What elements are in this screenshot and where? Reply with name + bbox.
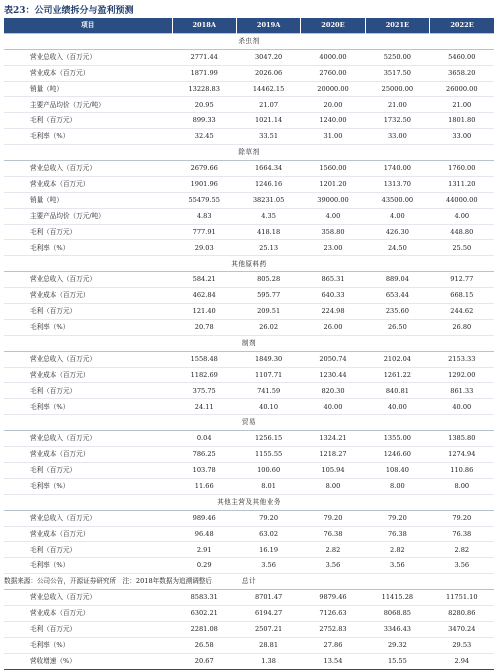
cell-value: 24.11 [172, 399, 236, 415]
section-title: 总计 [4, 574, 494, 590]
cell-value: 1313.70 [365, 176, 429, 192]
cell-value: 79.20 [430, 510, 494, 526]
cell-value: 805.28 [236, 272, 300, 288]
cell-value: 21.07 [236, 97, 300, 113]
cell-value: 105.94 [301, 462, 365, 478]
row-label: 毛利率（%） [4, 129, 172, 145]
cell-value: 1760.00 [430, 161, 494, 177]
cell-value: 1740.00 [365, 161, 429, 177]
cell-value: 100.60 [236, 462, 300, 478]
cell-value: 462.84 [172, 288, 236, 304]
table-row [4, 558, 494, 574]
cell-value: 29.03 [172, 240, 236, 256]
header-2022e: 2022E [430, 18, 494, 33]
cell-value: 4.83 [172, 208, 236, 224]
row-label: 毛利率（%） [4, 558, 172, 574]
table-row [4, 272, 494, 288]
cell-value: 989.46 [172, 510, 236, 526]
cell-value: 33.00 [365, 129, 429, 145]
section-header-row [4, 335, 494, 351]
source-note: 数据来源：公司公告，开源证券研究所 注：2018年数据为追溯调整后 [4, 577, 212, 585]
row-label: 营业成本（百万元） [4, 447, 172, 463]
row-label: 销量（吨） [4, 81, 172, 97]
cell-value: 1901.96 [172, 176, 236, 192]
cell-value: 6194.27 [236, 605, 300, 621]
table-row [4, 319, 494, 335]
cell-value: 668.15 [430, 288, 494, 304]
cell-value: 23.00 [301, 240, 365, 256]
table-row [4, 208, 494, 224]
cell-value: 26.50 [365, 319, 429, 335]
cell-value: 640.33 [301, 288, 365, 304]
section-title: 制剂 [4, 335, 494, 351]
cell-value: 44000.00 [430, 192, 494, 208]
cell-value: 595.77 [236, 288, 300, 304]
cell-value: 21.00 [365, 97, 429, 113]
cell-value: 1292.00 [430, 367, 494, 383]
table-row [4, 288, 494, 304]
cell-value: 38231.05 [236, 192, 300, 208]
cell-value: 33.00 [430, 129, 494, 145]
cell-value: 25.50 [430, 240, 494, 256]
table-row [4, 621, 494, 637]
cell-value: 121.40 [172, 304, 236, 320]
cell-value: 96.48 [172, 526, 236, 542]
financial-forecast-table [4, 18, 494, 670]
table-row [4, 97, 494, 113]
table-row [4, 113, 494, 129]
cell-value: 26.80 [430, 319, 494, 335]
cell-value: 55479.55 [172, 192, 236, 208]
cell-value: 3047.20 [236, 49, 300, 65]
row-label: 毛利（百万元） [4, 462, 172, 478]
cell-value: 29.32 [365, 637, 429, 653]
cell-value: 26000.00 [430, 81, 494, 97]
cell-value: 3.56 [430, 558, 494, 574]
cell-value: 39000.00 [301, 192, 365, 208]
cell-value: 26.00 [301, 319, 365, 335]
cell-value: 11415.28 [365, 590, 429, 606]
cell-value: 31.00 [301, 129, 365, 145]
cell-value: 3470.24 [430, 621, 494, 637]
cell-value: 2507.21 [236, 621, 300, 637]
cell-value: 0.29 [172, 558, 236, 574]
cell-value: 2.91 [172, 542, 236, 558]
section-header-row [4, 33, 494, 49]
table-body [4, 33, 494, 669]
table-row [4, 224, 494, 240]
row-label: 毛利（百万元） [4, 621, 172, 637]
section-header-row [4, 256, 494, 272]
cell-value: 840.81 [365, 383, 429, 399]
cell-value: 79.20 [365, 510, 429, 526]
cell-value: 0.04 [172, 431, 236, 447]
cell-value: 1021.14 [236, 113, 300, 129]
cell-value: 40.00 [301, 399, 365, 415]
row-label: 营业总收入（百万元） [4, 590, 172, 606]
row-label: 毛利（百万元） [4, 383, 172, 399]
cell-value: 899.33 [172, 113, 236, 129]
cell-value: 418.18 [236, 224, 300, 240]
cell-value: 76.38 [430, 526, 494, 542]
section-title: 贸易 [4, 415, 494, 431]
cell-value: 20000.00 [301, 81, 365, 97]
table-row [4, 637, 494, 653]
cell-value: 1.38 [236, 653, 300, 669]
cell-value: 20.67 [172, 653, 236, 669]
row-label: 营业成本（百万元） [4, 65, 172, 81]
cell-value: 40.00 [430, 399, 494, 415]
cell-value: 24.50 [365, 240, 429, 256]
cell-value: 103.78 [172, 462, 236, 478]
cell-value: 11.66 [172, 478, 236, 494]
row-label: 营业总收入（百万元） [4, 49, 172, 65]
cell-value: 1155.55 [236, 447, 300, 463]
cell-value: 861.33 [430, 383, 494, 399]
table-row [4, 367, 494, 383]
cell-value: 108.40 [365, 462, 429, 478]
cell-value: 2102.04 [365, 351, 429, 367]
cell-value: 1732.50 [365, 113, 429, 129]
cell-value: 358.80 [301, 224, 365, 240]
cell-value: 3.56 [301, 558, 365, 574]
cell-value: 912.77 [430, 272, 494, 288]
cell-value: 5460.00 [430, 49, 494, 65]
cell-value: 15.55 [365, 653, 429, 669]
cell-value: 2760.00 [301, 65, 365, 81]
cell-value: 20.95 [172, 97, 236, 113]
cell-value: 426.30 [365, 224, 429, 240]
row-label: 毛利率（%） [4, 319, 172, 335]
row-label: 主要产品均价（万元/吨） [4, 208, 172, 224]
cell-value: 76.38 [301, 526, 365, 542]
cell-value: 777.91 [172, 224, 236, 240]
table-row [4, 304, 494, 320]
cell-value: 448.80 [430, 224, 494, 240]
table-row [4, 431, 494, 447]
cell-value: 2.94 [430, 653, 494, 669]
cell-value: 584.21 [172, 272, 236, 288]
cell-value: 14462.15 [236, 81, 300, 97]
cell-value: 6302.21 [172, 605, 236, 621]
cell-value: 79.20 [301, 510, 365, 526]
row-label: 营收增速（%） [4, 653, 172, 669]
table-title: 表23：公司业绩拆分与盈利预测 [4, 6, 134, 16]
cell-value: 2771.44 [172, 49, 236, 65]
cell-value: 25.13 [236, 240, 300, 256]
cell-value: 8.00 [365, 478, 429, 494]
section-title: 其他主营及其他业务 [4, 494, 494, 510]
cell-value: 27.86 [301, 637, 365, 653]
cell-value: 32.45 [172, 129, 236, 145]
section-header-row [4, 494, 494, 510]
row-label: 营业总收入（百万元） [4, 431, 172, 447]
cell-value: 4.00 [430, 208, 494, 224]
table-row [4, 399, 494, 415]
cell-value: 21.00 [430, 97, 494, 113]
cell-value: 1324.21 [301, 431, 365, 447]
cell-value: 2.82 [430, 542, 494, 558]
row-label: 营业总收入（百万元） [4, 272, 172, 288]
cell-value: 40.10 [236, 399, 300, 415]
cell-value: 40.00 [365, 399, 429, 415]
cell-value: 889.04 [365, 272, 429, 288]
cell-value: 1182.69 [172, 367, 236, 383]
table-row [4, 447, 494, 463]
table-row [4, 653, 494, 669]
cell-value: 8583.31 [172, 590, 236, 606]
cell-value: 8701.47 [236, 590, 300, 606]
row-label: 营业成本（百万元） [4, 605, 172, 621]
cell-value: 28.81 [236, 637, 300, 653]
table-header-row [4, 18, 494, 33]
cell-value: 786.25 [172, 447, 236, 463]
cell-value: 8.00 [430, 478, 494, 494]
cell-value: 224.98 [301, 304, 365, 320]
cell-value: 20.78 [172, 319, 236, 335]
header-2021e: 2021E [365, 18, 429, 33]
cell-value: 4.00 [365, 208, 429, 224]
table-row [4, 192, 494, 208]
row-label: 毛利率（%） [4, 637, 172, 653]
header-2018a: 2018A [172, 18, 236, 33]
row-label: 主要产品均价（万元/吨） [4, 97, 172, 113]
cell-value: 2752.83 [301, 621, 365, 637]
row-label: 营业成本（百万元） [4, 367, 172, 383]
cell-value: 5250.00 [365, 49, 429, 65]
cell-value: 4.35 [236, 208, 300, 224]
cell-value: 1201.20 [301, 176, 365, 192]
row-label: 毛利（百万元） [4, 304, 172, 320]
cell-value: 1240.00 [301, 113, 365, 129]
section-header-row [4, 145, 494, 161]
cell-value: 13228.83 [172, 81, 236, 97]
cell-value: 820.30 [301, 383, 365, 399]
cell-value: 16.19 [236, 542, 300, 558]
row-label: 营业成本（百万元） [4, 288, 172, 304]
table-row [4, 176, 494, 192]
cell-value: 653.44 [365, 288, 429, 304]
cell-value: 235.60 [365, 304, 429, 320]
cell-value: 209.51 [236, 304, 300, 320]
table-row [4, 49, 494, 65]
cell-value: 1560.00 [301, 161, 365, 177]
row-label: 毛利率（%） [4, 399, 172, 415]
cell-value: 8068.85 [365, 605, 429, 621]
section-title: 其他原料药 [4, 256, 494, 272]
row-label: 营业总收入（百万元） [4, 510, 172, 526]
cell-value: 2281.08 [172, 621, 236, 637]
section-header-row [4, 415, 494, 431]
cell-value: 1230.44 [301, 367, 365, 383]
table-row [4, 462, 494, 478]
cell-value: 865.31 [301, 272, 365, 288]
cell-value: 8.01 [236, 478, 300, 494]
cell-value: 110.86 [430, 462, 494, 478]
row-label: 营业成本（百万元） [4, 176, 172, 192]
table-row [4, 129, 494, 145]
row-label: 毛利率（%） [4, 478, 172, 494]
cell-value: 1246.60 [365, 447, 429, 463]
section-title: 杀虫剂 [4, 33, 494, 49]
cell-value: 3346.43 [365, 621, 429, 637]
cell-value: 2153.33 [430, 351, 494, 367]
cell-value: 1311.20 [430, 176, 494, 192]
cell-value: 1355.00 [365, 431, 429, 447]
cell-value: 13.54 [301, 653, 365, 669]
cell-value: 4000.00 [301, 49, 365, 65]
cell-value: 1107.71 [236, 367, 300, 383]
row-label: 营业总收入（百万元） [4, 351, 172, 367]
cell-value: 741.59 [236, 383, 300, 399]
cell-value: 2679.66 [172, 161, 236, 177]
cell-value: 79.20 [236, 510, 300, 526]
cell-value: 1558.48 [172, 351, 236, 367]
cell-value: 26.02 [236, 319, 300, 335]
cell-value: 375.75 [172, 383, 236, 399]
row-label: 毛利（百万元） [4, 113, 172, 129]
cell-value: 1256.15 [236, 431, 300, 447]
cell-value: 29.53 [430, 637, 494, 653]
cell-value: 63.02 [236, 526, 300, 542]
section-title: 除草剂 [4, 145, 494, 161]
row-label: 毛利（百万元） [4, 542, 172, 558]
cell-value: 1871.99 [172, 65, 236, 81]
header-2019a: 2019A [236, 18, 300, 33]
cell-value: 8.00 [301, 478, 365, 494]
cell-value: 3658.20 [430, 65, 494, 81]
table-row [4, 351, 494, 367]
cell-value: 2026.06 [236, 65, 300, 81]
cell-value: 8280.86 [430, 605, 494, 621]
row-label: 毛利（百万元） [4, 224, 172, 240]
cell-value: 76.38 [365, 526, 429, 542]
cell-value: 2.82 [301, 542, 365, 558]
table-row [4, 590, 494, 606]
cell-value: 3.56 [365, 558, 429, 574]
cell-value: 3517.50 [365, 65, 429, 81]
table-row [4, 161, 494, 177]
table-row [4, 65, 494, 81]
cell-value: 33.51 [236, 129, 300, 145]
cell-value: 11751.10 [430, 590, 494, 606]
table-row [4, 542, 494, 558]
row-label: 销量（吨） [4, 192, 172, 208]
cell-value: 1385.80 [430, 431, 494, 447]
cell-value: 244.62 [430, 304, 494, 320]
row-label: 营业成本（百万元） [4, 526, 172, 542]
table-row [4, 240, 494, 256]
cell-value: 26.58 [172, 637, 236, 653]
header-item: 项目 [4, 18, 172, 33]
cell-value: 1274.94 [430, 447, 494, 463]
cell-value: 2.82 [365, 542, 429, 558]
cell-value: 1849.30 [236, 351, 300, 367]
cell-value: 25000.00 [365, 81, 429, 97]
cell-value: 2050.74 [301, 351, 365, 367]
cell-value: 1261.22 [365, 367, 429, 383]
row-label: 营业总收入（百万元） [4, 161, 172, 177]
cell-value: 3.56 [236, 558, 300, 574]
table-row [4, 478, 494, 494]
table-row [4, 81, 494, 97]
cell-value: 1218.27 [301, 447, 365, 463]
header-2020e: 2020E [301, 18, 365, 33]
row-label: 毛利率（%） [4, 240, 172, 256]
cell-value: 1246.16 [236, 176, 300, 192]
table-row [4, 526, 494, 542]
table-row [4, 510, 494, 526]
cell-value: 1664.34 [236, 161, 300, 177]
table-row [4, 605, 494, 621]
cell-value: 43500.00 [365, 192, 429, 208]
cell-value: 9879.46 [301, 590, 365, 606]
table-row [4, 383, 494, 399]
cell-value: 7126.63 [301, 605, 365, 621]
cell-value: 1801.80 [430, 113, 494, 129]
cell-value: 20.00 [301, 97, 365, 113]
cell-value: 4.00 [301, 208, 365, 224]
